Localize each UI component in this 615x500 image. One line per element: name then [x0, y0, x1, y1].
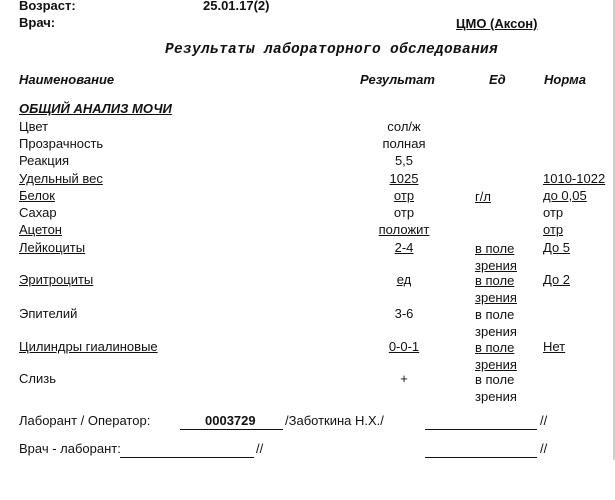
table-row: [0, 240, 615, 273]
row-result: отр: [393, 188, 415, 203]
table-row: [0, 171, 615, 188]
row-result: сол/ж: [387, 119, 421, 134]
operator-label: Лаборант / Оператор:: [19, 413, 151, 428]
row-result: 0-0-1: [388, 339, 420, 354]
table-row: [0, 136, 615, 153]
column-header-result: Результат: [360, 72, 435, 87]
row-norm: Нет: [543, 339, 566, 354]
row-name: Удельный вес: [19, 171, 103, 186]
row-unit: г/л: [475, 189, 491, 204]
table-row: [0, 339, 615, 372]
row-norm: До 5: [543, 240, 571, 255]
doctor-lab-label: Врач - лаборант:: [19, 441, 121, 456]
row-result: 2-4: [394, 240, 414, 255]
row-result: отр: [393, 205, 415, 220]
signature-slash-2: //: [256, 441, 264, 456]
table-row: [0, 119, 615, 136]
doctor-signature-line: [120, 457, 254, 458]
age-label: Возраст:: [19, 0, 76, 13]
row-name: Цилиндры гиалиновые: [19, 339, 158, 354]
row-unit: в поле зрения: [475, 340, 517, 372]
row-norm: отр: [543, 205, 564, 220]
row-result: положит: [378, 222, 430, 237]
age-value: 25.01.17(2): [203, 0, 270, 13]
table-row: [0, 306, 615, 339]
operator-code: 0003729: [205, 413, 256, 428]
row-unit: в поле зрения: [475, 307, 517, 339]
row-name: Слизь: [19, 371, 56, 386]
row-result: ед: [396, 272, 412, 287]
row-name: Сахар: [19, 205, 57, 220]
doctor-label: Врач:: [19, 15, 56, 30]
row-result: 3-6: [394, 306, 414, 321]
operator-name: /Заботкина Н.Х./: [285, 413, 384, 428]
column-header-norm: Норма: [544, 72, 586, 87]
row-unit: в поле зрения: [475, 372, 517, 404]
table-row: [0, 153, 615, 170]
row-norm: 1010-1022: [543, 171, 606, 186]
row-norm: До 2: [543, 272, 571, 287]
row-name: Прозрачность: [19, 136, 104, 151]
row-result: +: [400, 371, 408, 386]
operator-signature-line: [180, 429, 283, 430]
clinic-name: ЦМО (Аксон): [456, 16, 538, 31]
table-row: [0, 205, 615, 222]
table-row: [0, 222, 615, 239]
row-unit: в поле зрения: [475, 241, 517, 273]
row-name: Эритроциты: [19, 272, 94, 287]
table-row: [0, 272, 615, 305]
row-name: Цвет: [19, 119, 49, 134]
row-name: Ацетон: [19, 222, 62, 237]
signature-line-2: [425, 457, 537, 458]
section-title: ОБЩИЙ АНАЛИЗ МОЧИ: [19, 101, 172, 116]
row-result: полная: [382, 136, 426, 151]
row-norm: отр: [543, 222, 564, 237]
signature-line-1: [425, 429, 537, 430]
row-unit: в поле зрения: [475, 273, 517, 305]
signature-slash-3: //: [540, 441, 548, 456]
page-title: Результаты лабораторного обследования: [165, 42, 499, 58]
row-norm: до 0,05: [543, 188, 587, 203]
table-row: [0, 371, 615, 404]
row-name: Лейкоциты: [19, 240, 86, 255]
column-header-name: Наименование: [19, 72, 115, 87]
signature-slash-1: //: [540, 413, 548, 428]
table-row: [0, 188, 615, 205]
row-result: 1025: [389, 171, 419, 186]
column-header-unit: Ед: [489, 72, 506, 87]
row-name: Реакция: [19, 153, 69, 168]
row-name: Белок: [19, 188, 55, 203]
row-result: 5,5: [394, 153, 414, 168]
row-name: Эпителий: [19, 306, 78, 321]
